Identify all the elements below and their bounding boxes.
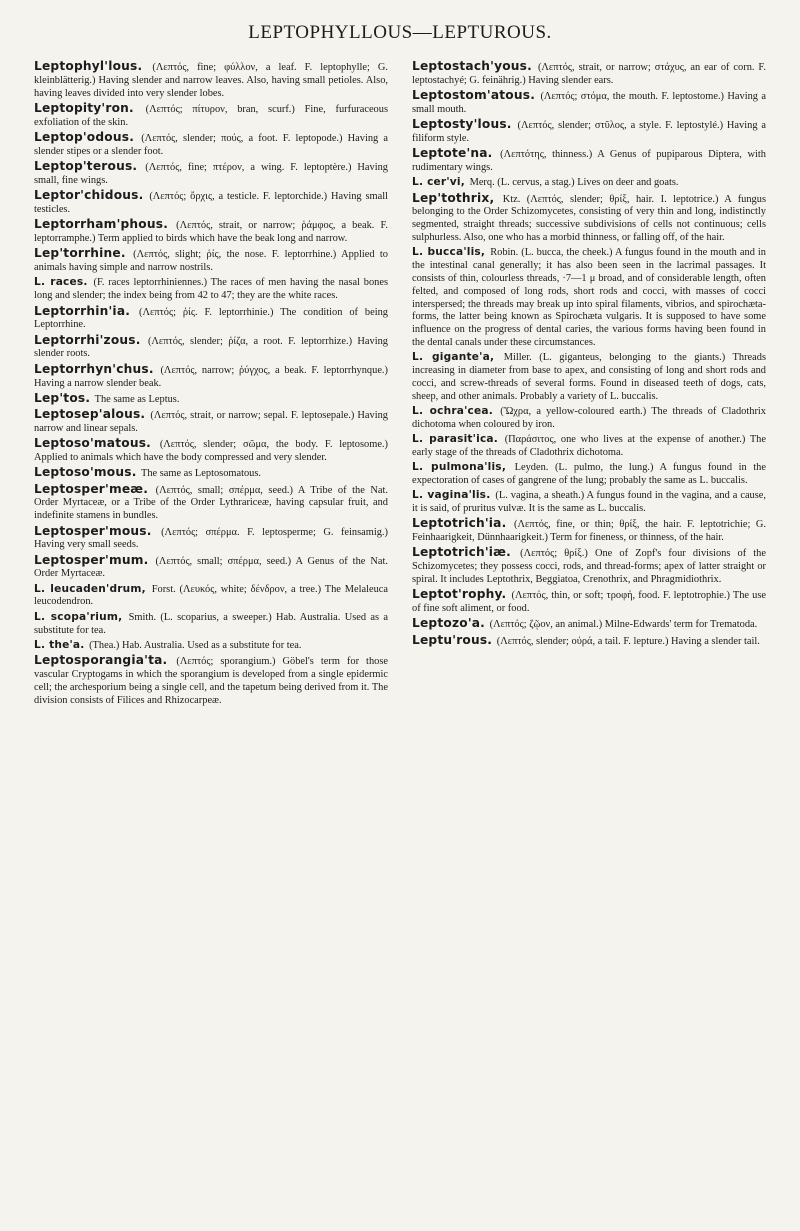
entry-headword: Leptop'terous. [34, 159, 138, 174]
dictionary-entry [34, 218, 388, 246]
sub-entry [34, 611, 388, 638]
entry-headword: Leptotrich'iæ. [412, 545, 511, 560]
entry-definition: (Λεπτός, small; σπέρμα, seed.) A Genus of the Nat. Order Myrtaceæ. [34, 555, 388, 580]
entry-definition: (Λεπτός, fine; πτέρον, a wing. F. leptoptère.) Having small, fine wings. [34, 162, 388, 186]
entry-headword: Leptorrham'phous. [34, 217, 169, 232]
left-column [34, 60, 388, 709]
dictionary-entry [34, 160, 388, 188]
entry-definition: (Λεπτός; πίτυρον, bran, scurf.) Fine, furfuraceous exfoliation of the skin. [34, 103, 388, 128]
dictionary-entry [412, 192, 766, 245]
entry-definition: (Λεπτός; σπέρμα. F. leptosperme; G. feinsamig.) Having very small seeds. [34, 526, 388, 551]
entry-headword: Leptostom'atous. [412, 88, 536, 103]
entry-headword: Leptosep'alous. [34, 407, 146, 422]
dictionary-entry [412, 517, 766, 545]
entry-headword: Leptozo'a. [412, 616, 486, 631]
entry-headword: Leptosper'mum. [34, 552, 149, 567]
dictionary-entry [34, 131, 388, 159]
entry-definition: The same as Leptus. [94, 393, 180, 405]
entry-headword: Leptosper'meæ. [34, 481, 149, 496]
dictionary-entry [34, 654, 388, 707]
entry-definition: (Λεπτός; sporangium.) Göbel's term for those vascular Cryptogams in which the sporangium is developed from a single epidermic cell; the archesporium being a single cell, and the tapetum being derived from it. The division consists of Filices and Rhizocarpeæ. [34, 656, 388, 706]
entry-headword: L. the'a. [34, 638, 85, 651]
dictionary-entry [412, 634, 766, 649]
dictionary-entry [34, 554, 388, 582]
entry-headword: Leptoso'matous. [34, 436, 151, 451]
dictionary-entry [34, 60, 388, 100]
entry-headword: Leptoso'mous. [34, 465, 137, 480]
entry-headword: Leptostach'yous. [412, 59, 532, 73]
entry-definition: (L. vagina, a sheath.) A fungus found in the vagina, and a cause, it is said, of pruritus vulvæ. It is the same as L. buccalis. [412, 490, 767, 514]
dictionary-entry [34, 334, 388, 362]
dictionary-entry [412, 60, 766, 88]
entry-definition: Smith. (L. scoparius, a sweeper.) Hab. Australia. Used as a substitute for tea. [34, 611, 388, 636]
entry-headword: L. pulmona'lis, [412, 461, 507, 474]
sub-entry [412, 176, 766, 190]
entry-definition: (Λεπτός; ῥίς. F. leptorrhinie.) The condition of being Leptorrhine. [34, 306, 388, 331]
sub-entry [34, 276, 388, 303]
entry-definition: (Λεπτός, small; σπέρμα, seed.) A Tribe of the Nat. Order Myrtaceæ, or a Tribe of the Order Lythrariceæ, having capsular fruit, and indefinite stamens in bundles. [34, 484, 388, 522]
entry-definition: Merq. (L. cervus, a stag.) Lives on deer and goats. [469, 177, 679, 189]
entry-headword: L. scopa'rium, [34, 610, 123, 623]
entry-definition: (Λεπτός, fine, or thin; θρίξ, the hair. F. leptotrichie; G. Feinhaarigkeit, Dünnhaarigkeit.) Term for fineness, or thinness, of the hair. [412, 519, 766, 544]
entry-definition: (Λεπτός, slight; ῥίς, the nose. F. leptorrhine.) Applied to animals having simple and narrow nostrils. [34, 249, 388, 274]
entry-headword: Leptopity'ron. [34, 100, 134, 115]
entry-headword: L. leucaden'drum, [34, 582, 146, 595]
dictionary-entry [34, 363, 388, 391]
sub-entry [412, 433, 766, 460]
entry-definition: Ktz. (Λεπτός, slender; θρίξ, hair. I. leptotrice.) A fungus belonging to the Order Schizomycetes, consisting of very thin and long, indistinctly segmented, straight threads; successive subdivisions of cells not continuous; cells sulphurless. Also, one who has a morbid thinness, or falling off, of the hair. [412, 193, 766, 244]
entry-definition: (Ὤχρα, a yellow-coloured earth.) The threads of Cladothrix dichotoma when coloured by iron. [412, 405, 766, 430]
sub-entry [412, 489, 766, 516]
entry-headword: Leptorrhi'zous. [34, 332, 141, 347]
entry-headword: Lep'torrhine. [34, 246, 126, 261]
dictionary-entry [34, 408, 388, 436]
entry-definition: (Λεπτός; ὄρχις, a testicle. F. leptorchide.) Having small testicles. [34, 191, 388, 215]
entry-definition: (Λεπτός, fine; φύλλον, a leaf. F. leptophylle; G. kleinblätterig.) Having slender and narrow leaves. Also, having small petioles. Also, having leaves divided into very slender lobes. [34, 62, 388, 99]
dictionary-entry [412, 546, 766, 586]
entry-definition: (Thea.) Hab. Australia. Used as a substitute for tea. [89, 639, 302, 651]
entry-definition: (Λεπτός, strait, or narrow; στάχυς, an ear of corn. F. leptostachyé; G. feinährig.) Having slender ears. [412, 62, 766, 86]
entry-definition: (Λεπτός; θρίξ.) One of Zopf's four divisions of the Schizomycetes; they possess cocci, rods, and thread-forms; apex of latter straight or spiral. It includes Leptothrix, Beggiatoa, Crenothrix, and Phragmidiothrix. [412, 548, 766, 585]
dictionary-entry [34, 483, 388, 523]
entry-definition: (Λεπτός, narrow; ῥύγχος, a beak. F. leptorrhynque.) Having a narrow slender beak. [34, 364, 388, 389]
entry-definition: Leyden. (L. pulmo, the lung.) A fungus found in the expectoration of cases of gangrene of the lung; probably the same as L. buccalis. [412, 462, 766, 486]
entry-headword: L. parasit'ica. [412, 433, 498, 446]
running-head: LEPTOPHYLLOUS—LEPTUROUS. [248, 22, 552, 43]
entry-headword: Leptosporangia'ta. [34, 653, 168, 668]
entry-headword: L. races. [34, 276, 88, 289]
sub-entry [412, 461, 766, 488]
entry-headword: Leptor'chidous. [34, 188, 144, 203]
entry-definition: (Λεπτός, strait, or narrow; ῥάμφος, a beak. F. leptorramphe.) Term applied to birds which have the beak long and narrow. [34, 220, 388, 245]
dictionary-entry [34, 305, 388, 333]
entry-definition: (Λεπτός, thin, or soft; τροφή, food. F. leptotrophie.) The use of fine soft aliment, or food. [412, 590, 766, 615]
entry-headword: Leptosper'mous. [34, 523, 152, 538]
entry-definition: (Λεπτός, slender; οὐρά, a tail. F. lepture.) Having a slender tail. [496, 635, 760, 647]
sub-entry [34, 583, 388, 610]
entry-definition: (F. races leptorrhiniennes.) The races of men having the nasal bones long and slender; the index being from 42 to 47; they are the white races. [34, 277, 388, 302]
entry-headword: Leptorrhin'ia. [34, 303, 131, 318]
right-column [412, 60, 766, 709]
entry-headword: Leptote'na. [412, 146, 493, 161]
entry-definition: (Παράσιτος, one who lives at the expense of another.) The early stage of the threads of Cladothrix dichotoma. [412, 434, 766, 458]
dictionary-entry [34, 525, 388, 553]
entry-headword: Leptu'rous. [412, 632, 493, 647]
dictionary-entry [412, 588, 766, 616]
dictionary-entry [34, 247, 388, 275]
dictionary-entry [412, 89, 766, 117]
entry-headword: L. cer'vi, [412, 176, 465, 189]
dictionary-entry [34, 392, 388, 407]
entry-definition: (Λεπτός, slender; ῥίζα, a root. F. leptorrhize.) Having slender roots. [34, 335, 388, 360]
sub-entry [412, 405, 766, 432]
sub-entry [412, 351, 766, 403]
entry-definition: (Λεπτός, strait, or narrow; sepal. F. leptosepale.) Having narrow and linear sepals. [34, 410, 388, 434]
entry-headword: L. vagina'lis. [412, 489, 491, 502]
dictionary-entry [34, 189, 388, 217]
sub-entry [412, 246, 766, 349]
entry-definition: (Λεπτός, slender; σῶμα, the body. F. leptosome.) Applied to animals which have the body compressed and very slender. [34, 439, 388, 464]
entry-headword: Leptot'rophy. [412, 587, 507, 602]
dictionary-entry [412, 617, 766, 632]
dictionary-entry [412, 118, 766, 146]
dictionary-entry [34, 466, 388, 481]
entry-headword: Leptosty'lous. [412, 117, 512, 132]
dictionary-entry [34, 102, 388, 130]
columns [34, 60, 766, 709]
entry-headword: Leptop'odous. [34, 129, 135, 144]
entry-headword: Leptotrich'ia. [412, 516, 507, 531]
entry-headword: Lep'tos. [34, 390, 91, 405]
entry-definition: Miller. (L. giganteus, belonging to the giants.) Threads increasing in diameter from base to apex, and consisting of long and short rods and cocci, and screw-threads of several forms. Found in diseased teeth of dogs, cats, sheep, and other animals. Probably a variety of L. buccalis. [412, 352, 766, 402]
dictionary-entry [412, 147, 766, 175]
entry-definition: (Λεπτός, slender; πούς, a foot. F. leptopode.) Having a slender stipes or a slender foot. [34, 132, 388, 157]
entry-definition: Forst. (Λευκός, white; δένδρον, a tree.) The Melaleuca leucodendron. [34, 583, 388, 608]
entry-definition: (Λεπτός; ζῷον, an animal.) Milne-Edwards' term for Trematoda. [489, 619, 758, 631]
entry-headword: L. gigante'a, [412, 351, 495, 364]
entry-definition: (Λεπτός; στόμα, the mouth. F. leptostome.) Having a small mouth. [412, 91, 766, 115]
entry-definition: The same as Leptosomatous. [140, 468, 262, 480]
entry-headword: L. bucca'lis, [412, 246, 486, 259]
sub-entry [34, 639, 388, 653]
entry-headword: Leptophyl'lous. [34, 59, 143, 73]
entry-headword: Lep'tothrix, [412, 190, 495, 205]
entry-headword: Leptorrhyn'chus. [34, 361, 154, 376]
entry-definition: (Λεπτός, slender; στῦλος, a style. F. leptostylé.) Having a filiform style. [412, 120, 767, 144]
entry-definition: (Λεπτότης, thinness.) A Genus of pupiparous Diptera, with rudimentary wings. [412, 149, 766, 174]
entry-definition: Robin. (L. bucca, the cheek.) A fungus found in the mouth and in the intestinal canal generally; it has also been seen in the lacrimal passages. It consists of thin, colourless threads, ·7—1 μ broad, and of considerable length, often felted, and composed of long rods, short rods and cocci, with masses of cocci interspersed; the threads may break up into spiral filaments, vibrios, and spirochæta-forms, the latter being known as Spirochæta vulgaris. It is supposed to have some influence on the progress of dental caries, the various forms having been found in the dental canals under these circumstances. [412, 247, 766, 348]
entry-headword: L. ochra'cea. [412, 404, 493, 417]
dictionary-entry [34, 437, 388, 465]
